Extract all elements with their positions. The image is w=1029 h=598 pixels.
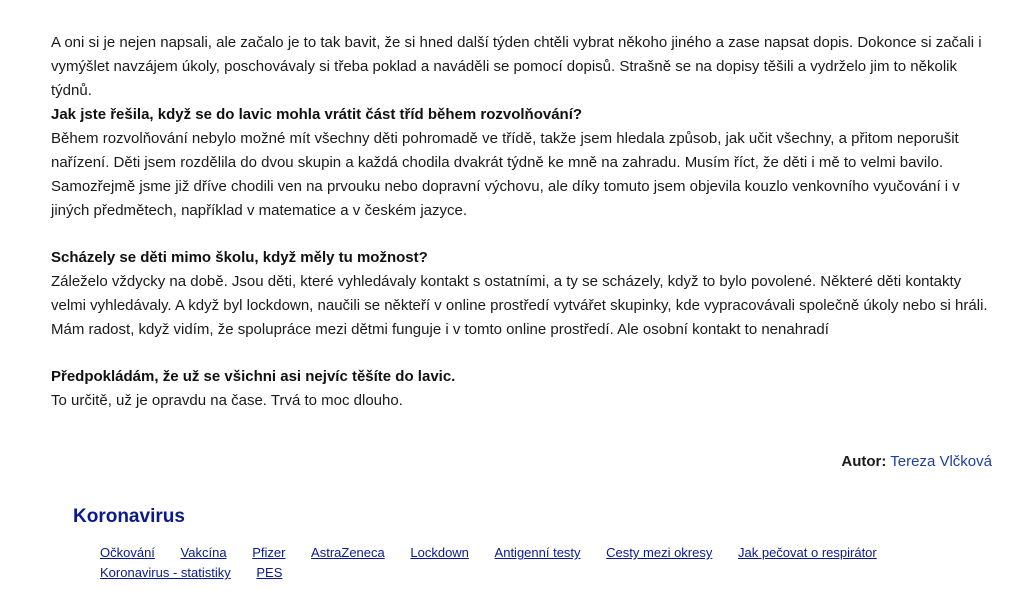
article-body <box>51 31 993 436</box>
tag-link-pfizer[interactable]: Pfizer <box>252 545 286 560</box>
tag-link-astrazeneca[interactable]: AstraZeneca <box>311 545 385 560</box>
tag-link-cesty-mezi-okresy[interactable]: Cesty mezi okresy <box>606 545 713 560</box>
author-label: Autor: <box>841 453 887 470</box>
interview-answer: Během rozvolňování nebylo možné mít všechny děti pohromadě ve třídě, takže jsem hledala způsob, jak učit všechny, a přitom neporušit nařízení. Děti jsem rozdělila do dvou skupin a každá chodila dvakrát týdně ke mně na zahradu. Musím říct, že děti i mě to velmi bavilo. Samozřejmě jsme již dříve chodili ven na prvouku nebo dopravní výchovu, ale díky tomuto jsem objevila kouzlo venkovního vyučování i v jiných předmětech, například v matematice a v českém jazyce. <box>51 130 960 219</box>
tag-link-lockdown[interactable]: Lockdown <box>410 545 469 560</box>
topic-tag-list <box>100 543 960 583</box>
author-line <box>841 450 992 474</box>
qa-block <box>51 103 993 223</box>
tag-link-ockovani[interactable]: Očkování <box>100 545 155 560</box>
tag-link-respirator[interactable]: Jak pečovat o respirátor <box>738 545 877 560</box>
tag-link-pes[interactable]: PES <box>256 565 283 580</box>
interview-answer: Záleželo vždycky na době. Jsou děti, které vyhledávaly kontakt s ostatními, a ty se scházely, když to bylo povolené. Některé děti kontakty velmi vyhledávaly. A když byl lockdown, naučili se někteří v online prostředí vytvářet skupinky, kde vypracovávali společně úkoly nebo si hráli. Mám radost, když vidím, že spolupráce mezi dětmi funguje i v tomto online prostředí. Ale osobní kontakt to nenahradí <box>51 273 988 338</box>
qa-block <box>51 246 993 342</box>
article-paragraph: A oni si je nejen napsali, ale začalo je to tak bavit, že si hned další týden chtěli vybrat někoho jiného a zase napsat dopis. Dokonce si začali i vymýšlet navzájem úkoly, poschovávaly si třeba poklad a naváděli se pomocí dopisů. Strašně se na dopisy těšili a vydrželo jim to několik týdnů. <box>51 34 982 99</box>
topic-title: Koronavirus <box>73 506 185 527</box>
interview-question: Předpokládám, že už se všichni asi nejvíc těšíte do lavic. <box>51 368 456 385</box>
qa-block <box>51 365 993 413</box>
interview-question: Jak jste řešila, když se do lavic mohla vrátit část tříd během rozvolňování? <box>51 106 583 123</box>
interview-question: Scházely se děti mimo školu, když měly tu možnost? <box>51 249 428 266</box>
author-link[interactable]: Tereza Vlčková <box>890 453 992 470</box>
tag-link-vakcina[interactable]: Vakcína <box>180 545 227 560</box>
interview-answer: To určitě, už je opravdu na čase. Trvá to moc dlouho. <box>51 392 403 409</box>
tag-link-statistiky[interactable]: Koronavirus - statistiky <box>100 565 231 580</box>
tag-link-antigenni-testy[interactable]: Antigenní testy <box>494 545 581 560</box>
